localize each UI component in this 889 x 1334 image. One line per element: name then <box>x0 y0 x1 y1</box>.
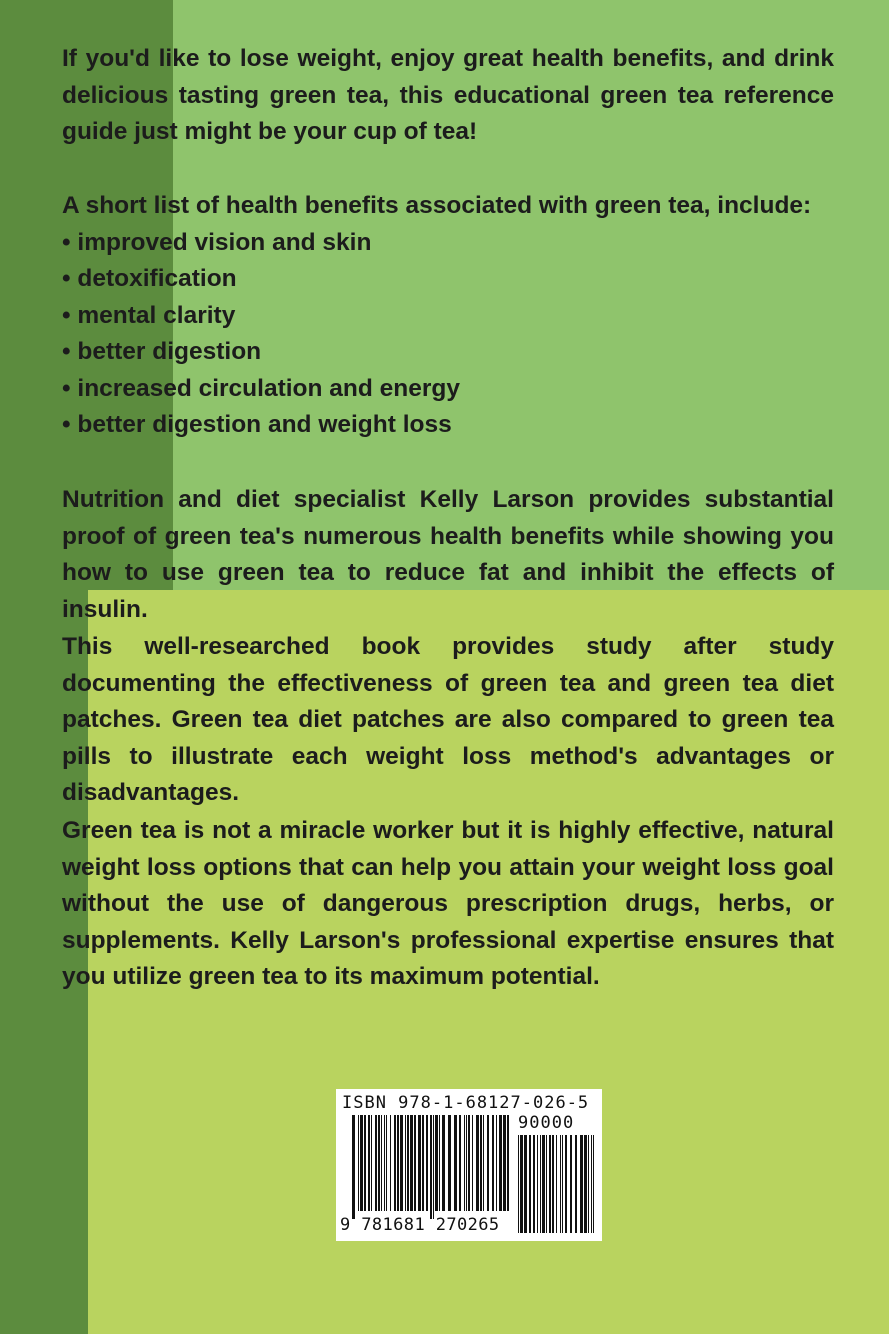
benefit-item: • better digestion and weight loss <box>62 411 452 438</box>
benefit-item: • mental clarity <box>62 301 236 329</box>
benefits-list <box>62 225 834 444</box>
author-paragraph: Nutrition and diet specialist Kelly Larson provides substantial proof of green tea's numerous health benefits while showing you how to use green tea to reduce fat and inhibit the effects of insulin. <box>62 486 834 623</box>
benefits-section <box>62 188 834 444</box>
benefit-item: • improved vision and skin <box>62 228 372 256</box>
isbn-label: ISBN 978-1-68127-026-5 <box>342 1093 590 1113</box>
benefit-item: • increased circulation and energy <box>62 374 460 402</box>
barcode-bars-icon <box>352 1115 512 1219</box>
benefit-item: • better digestion <box>62 338 262 365</box>
ean-digits-label: 9 781681 270265 <box>340 1215 500 1235</box>
benefit-item: • detoxification <box>62 265 237 292</box>
closing-paragraph: Green tea is not a miracle worker but it is highly effective, natural weight loss options that can help you attain your weight loss goal without the use of dangerous prescription drugs, herbs, or supplements. Kelly Larson's professional expertise ensures that you utilize green tea to its maximum potential. <box>62 817 834 990</box>
intro-paragraph: If you'd like to lose weight, enjoy great health benefits, and drink delicious tasting green tea, this educational green tea reference guide just might be your cup of tea! <box>62 45 834 145</box>
research-paragraph: This well-researched book provides study after study documenting the effectiveness of green tea and green tea diet patches. Green tea diet patches are also compared to green tea pills to illustrate each weight loss method's advantages or disadvantages. <box>62 633 834 806</box>
isbn-barcode <box>336 1089 602 1241</box>
benefits-heading: A short list of health benefits associated with green tea, include: <box>62 192 812 219</box>
addon-barcode-bars-icon <box>518 1135 596 1233</box>
price-code-label: 90000 <box>518 1113 575 1133</box>
